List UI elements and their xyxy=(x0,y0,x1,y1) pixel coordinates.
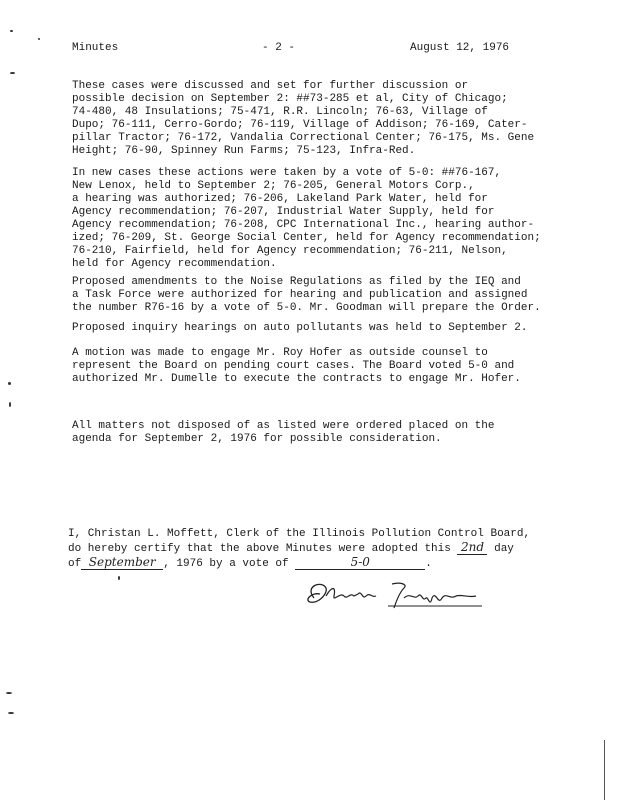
scan-speck xyxy=(8,382,11,385)
text-line: a hearing was authorized; 76-206, Lakeland Park Water, held for xyxy=(72,193,488,205)
paragraph-inquiry-hearings xyxy=(72,322,592,335)
text-line: pillar Tractor; 76-172, Vandalia Correctional Center; 76-175, Ms. Gene xyxy=(72,132,535,144)
certification-text: , 1976 by a vote of xyxy=(163,558,289,570)
text-line: possible decision on September 2: ##73-285 et al, City of Chicago; xyxy=(72,93,508,105)
certification-text: of xyxy=(68,558,82,570)
text-line: All matters not disposed of as listed were ordered placed on the xyxy=(72,420,495,432)
certification-text: do hereby certify that the above Minutes were adopted this xyxy=(68,543,451,555)
certification-line xyxy=(68,541,608,556)
text-line: ized; 76-209, St. George Social Center, held for Agency recommendation; xyxy=(72,232,541,244)
scan-speck xyxy=(118,576,120,580)
text-line: New Lenox, held to September 2; 76-205, General Motors Corp., xyxy=(72,180,475,192)
text-line: Height; 76-90, Spinney Run Farms; 75-123, Infra-Red. xyxy=(72,145,416,157)
scan-speck xyxy=(6,692,12,694)
scan-speck xyxy=(9,402,11,407)
clerk-certification xyxy=(68,528,608,571)
certification-line: I, Christan L. Moffett, Clerk of the Illinois Pollution Control Board, xyxy=(68,528,531,540)
text-line: Agency recommendation; 76-207, Industrial Water Supply, held for xyxy=(72,206,495,218)
text-line: A motion was made to engage Mr. Roy Hofer as outside counsel to xyxy=(72,347,488,359)
text-line: agenda for September 2, 1976 for possible consideration. xyxy=(72,433,442,445)
text-line: Proposed inquiry hearings on auto pollutants was held to September 2. xyxy=(72,322,528,334)
text-line: 74-480, 48 Insulations; 75-471, R.R. Lincoln; 76-63, Village of xyxy=(72,106,488,118)
handwritten-month: September xyxy=(81,556,163,570)
text-line: held for Agency recommendation. xyxy=(72,258,277,270)
text-line: Dupo; 76-111, Cerro-Gordo; 76-119, Village of Addison; 76-169, Cater- xyxy=(72,119,528,131)
text-line: authorized Mr. Dumelle to execute the contracts to engage Mr. Hofer. xyxy=(72,373,521,385)
paragraph-outside-counsel xyxy=(72,347,592,386)
handwritten-vote: 5-0 xyxy=(295,556,425,570)
scan-speck xyxy=(38,38,40,40)
header-date: August 12, 1976 xyxy=(410,42,510,54)
clerk-signature xyxy=(300,578,490,614)
text-line: These cases were discussed and set for further discussion or xyxy=(72,80,469,92)
header-left: Minutes xyxy=(72,42,119,54)
paragraph-cases-discussed xyxy=(72,80,592,158)
certification-line xyxy=(68,556,608,571)
certification-text: . xyxy=(425,558,432,570)
text-line: 76-210, Fairfield, held for Agency recommendation; 76-211, Nelson, xyxy=(72,245,508,257)
paragraph-matters-not-disposed xyxy=(72,420,592,446)
text-line: In new cases these actions were taken by a vote of 5-0: ##76-167, xyxy=(72,167,502,179)
scan-edge-line xyxy=(604,740,605,800)
scan-speck xyxy=(10,72,15,74)
text-line: represent the Board on pending court cases. The Board voted 5-0 and xyxy=(72,360,515,372)
header-page-number: - 2 - xyxy=(262,42,296,54)
text-line: a Task Force were authorized for hearing and publication and assigned xyxy=(72,289,528,301)
certification-text: day xyxy=(494,543,514,555)
paragraph-new-cases xyxy=(72,167,592,271)
paragraph-noise-regulations xyxy=(72,276,592,315)
text-line: Proposed amendments to the Noise Regulations as filed by the IEQ and xyxy=(72,276,521,288)
scan-speck xyxy=(10,30,13,32)
scan-speck xyxy=(8,712,14,714)
handwritten-day: 2nd xyxy=(457,541,487,555)
text-line: Agency recommendation; 76-208, CPC International Inc., hearing author- xyxy=(72,219,535,231)
text-line: the number R76-16 by a vote of 5-0. Mr. Goodman will prepare the Order. xyxy=(72,302,541,314)
